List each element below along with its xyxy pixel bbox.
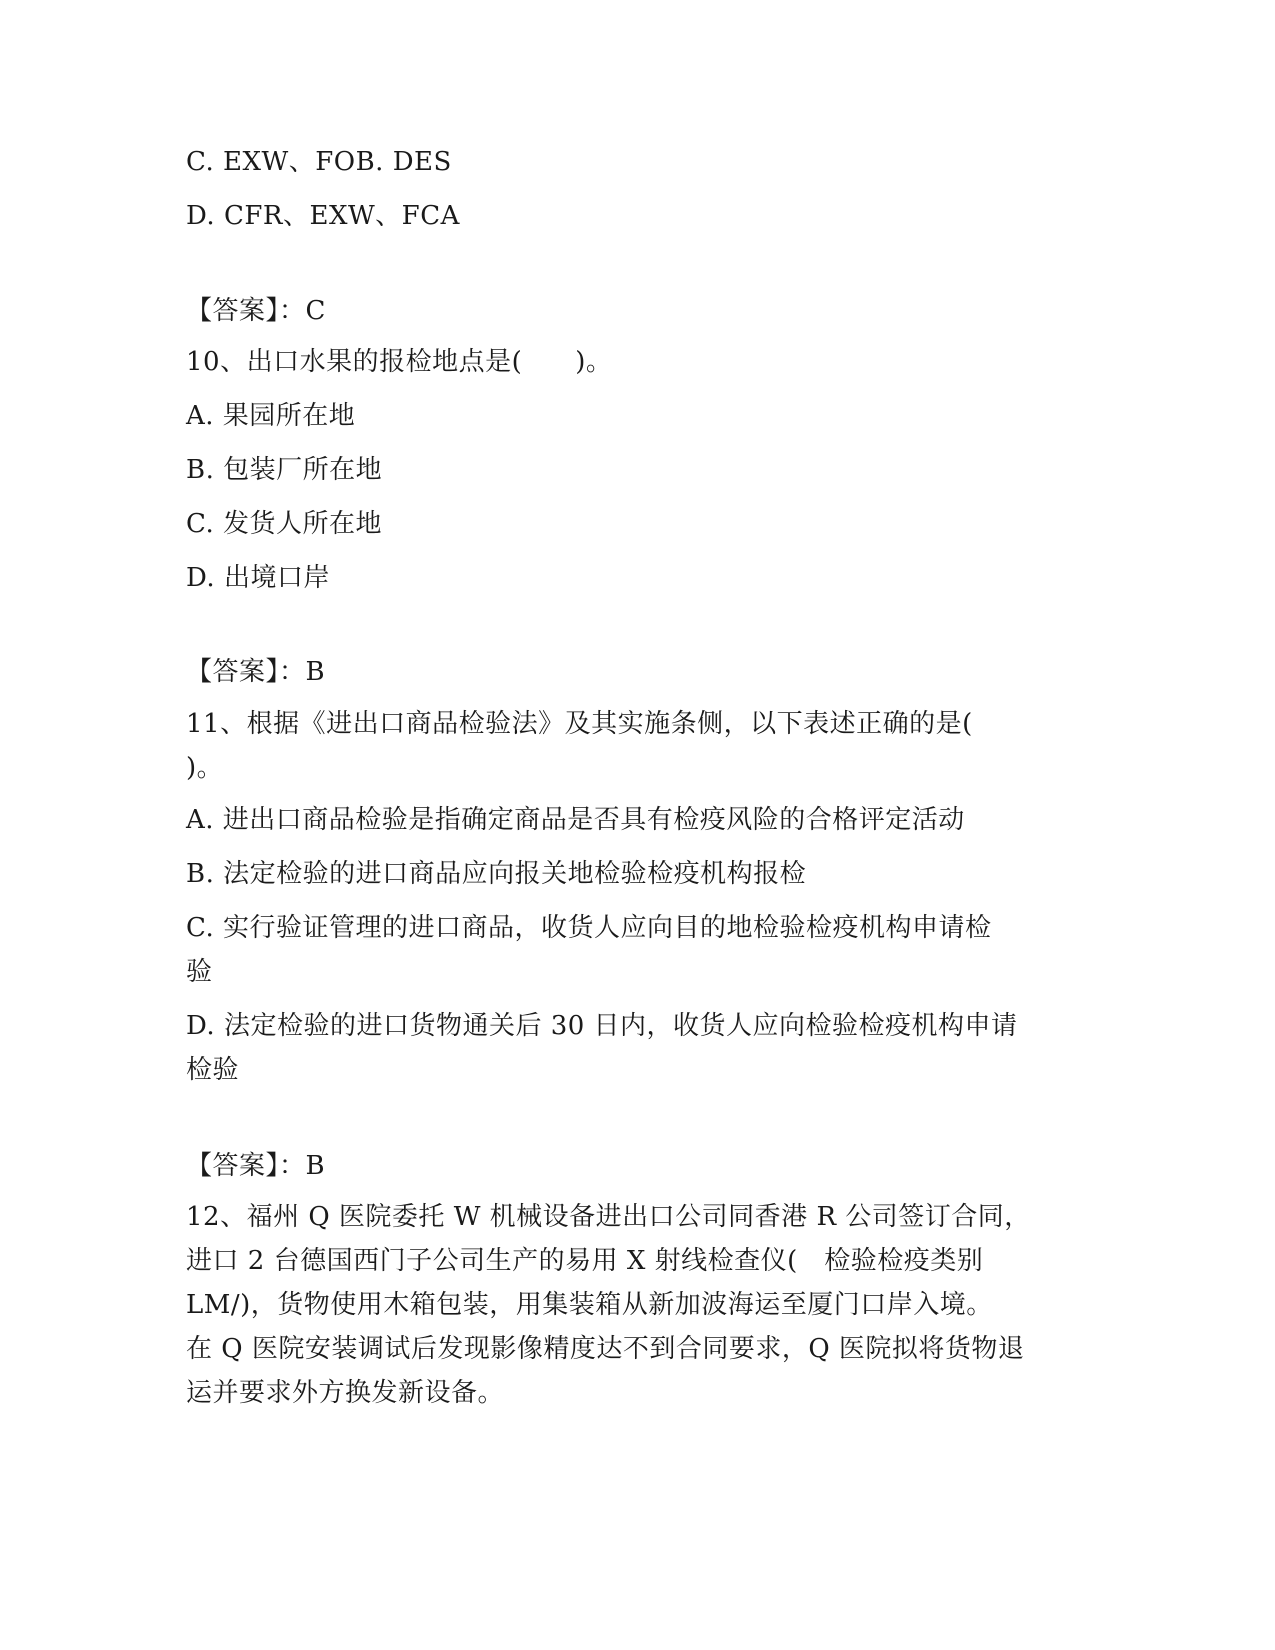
q11-question-line2: )。: [186, 753, 224, 783]
q12-line1: 12、福州 Q 医院委托 W 机械设备进出口公司同香港 R 公司签订合同，: [186, 1202, 1031, 1232]
q11-option-d-line1: D. 法定检验的进口货物通关后 30 日内，收货人应向检验检疫机构申请: [186, 1011, 1018, 1041]
q9-answer: 【答案】：C: [186, 296, 326, 326]
q10-option-b: B. 包装厂所在地: [186, 455, 383, 485]
q11-option-c-line1: C. 实行验证管理的进口商品，收货人应向目的地检验检疫机构申请检: [186, 913, 992, 943]
q10-answer: 【答案】：B: [186, 657, 326, 687]
q11-option-b: B. 法定检验的进口商品应向报关地检验检疫机构报检: [186, 859, 807, 889]
q10-option-c: C. 发货人所在地: [186, 509, 382, 539]
q11-answer: 【答案】：B: [186, 1151, 326, 1181]
q10-question: 10、出口水果的报检地点是( )。: [186, 347, 613, 377]
q10-option-d: D. 出境口岸: [186, 563, 330, 593]
q12-line2: 进口 2 台德国西门子公司生产的易用 X 射线检查仪( 检验检疫类别: [186, 1246, 984, 1276]
q12-line5: 运并要求外方换发新设备。: [186, 1378, 505, 1408]
q11-option-d-line2: 检验: [186, 1055, 240, 1085]
q12-line3: LM/)，货物使用木箱包装，用集装箱从新加波海运至厦门口岸入境。: [186, 1290, 993, 1320]
q11-option-c-line2: 验: [186, 957, 213, 987]
q11-question-line1: 11、根据《进出口商品检验法》及其实施条侧，以下表述正确的是(: [186, 709, 973, 739]
q11-option-a: A. 进出口商品检验是指确定商品是否具有检疫风险的合格评定活动: [186, 805, 965, 835]
q10-option-a: A. 果园所在地: [186, 401, 356, 431]
q9-option-c: C. EXW、FOB. DES: [186, 147, 452, 177]
q9-option-d: D. CFR、EXW、FCA: [186, 201, 460, 231]
q12-line4: 在 Q 医院安装调试后发现影像精度达不到合同要求，Q 医院拟将货物退: [186, 1334, 1025, 1364]
